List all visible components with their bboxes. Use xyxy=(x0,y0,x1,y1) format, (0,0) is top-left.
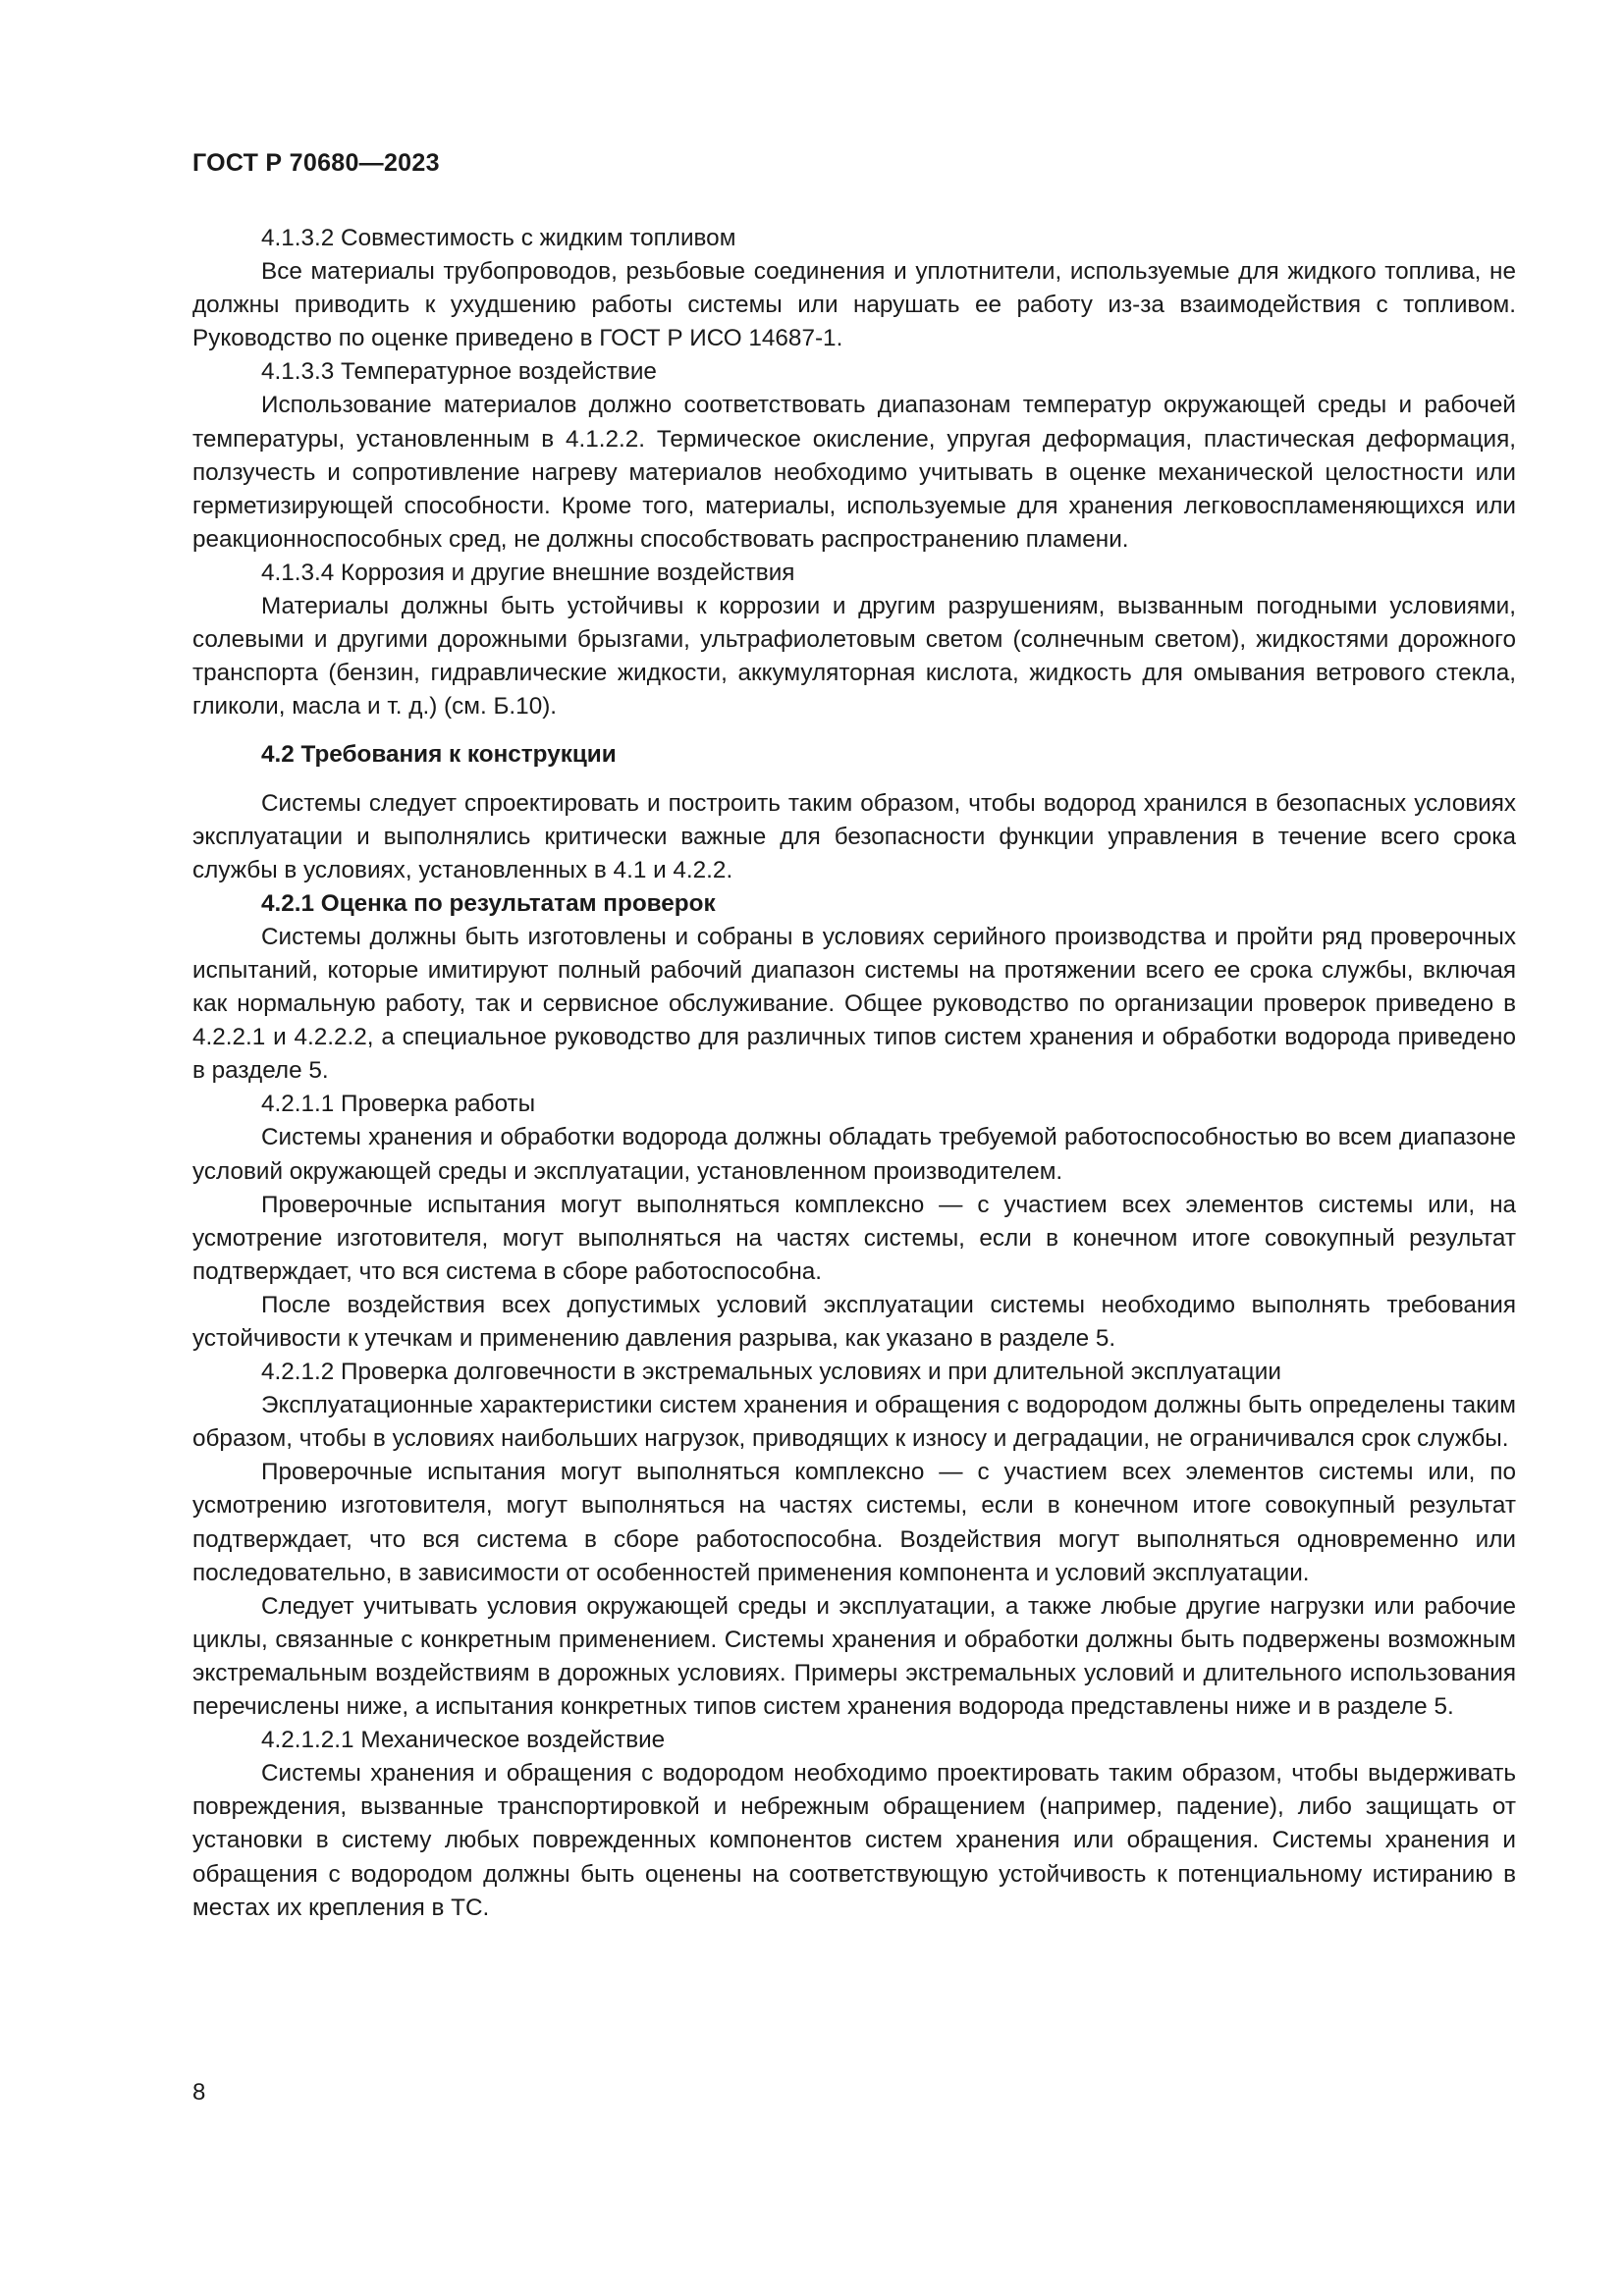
body-paragraph: После воздействия всех допустимых условий эксплуатации системы необходимо выполнять требования устойчивости к утечкам и применению давления разрыва, как указано в разделе 5. xyxy=(192,1291,1516,1352)
clause-4-1-3-4-title: 4.1.3.4 Коррозия и другие внешние воздействия xyxy=(261,559,795,586)
clause-4-2-1-2-title: 4.2.1.2 Проверка долговечности в экстремальных условиях и при длительной эксплуатации xyxy=(261,1359,1281,1386)
page-number: 8 xyxy=(192,2079,206,2106)
subsection-heading-4-2-1: 4.2.1 Оценка по результатам проверок xyxy=(261,889,716,917)
clause-4-1-3-3-title: 4.1.3.3 Температурное воздействие xyxy=(261,358,657,386)
body-paragraph: Все материалы трубопроводов, резьбовые соединения и уплотнители, используемые для жидкого топлива, не должны приводить к ухудшению работы системы или нарушать ее работу из-за взаимодействия с топливом. Руководство по оценке приведено в ГОСТ Р ИСО 14687-1. xyxy=(192,258,1516,352)
body-paragraph: Системы должны быть изготовлены и собраны в условиях серийного производства и пройти ряд проверочных испытаний, которые имитируют полный рабочий диапазон системы на протяжении всего ее срока службы, включая как нормальную работу, так и сервисное обслуживание. Общее руководство по организации проверок приведено в 4.2.2.1 и 4.2.2.2, а специальное руководство для различных типов систем хранения и обработки водорода приведено в разделе 5. xyxy=(192,923,1516,1085)
clause-4-2-1-1-title: 4.2.1.1 Проверка работы xyxy=(261,1091,536,1118)
clause-4-1-3-2-title: 4.1.3.2 Совместимость с жидким топливом xyxy=(261,225,736,251)
clause-4-2-1-2-1-title: 4.2.1.2.1 Механическое воздействие xyxy=(261,1727,666,1754)
body-paragraph: Проверочные испытания могут выполняться комплексно — с участием всех элементов системы или, по усмотрению изготовителя, могут выполняться на частях системы, если в конечном итоге совокупный результат подтверждает, что вся система в сборе работоспособна. Воздействия могут выполняться одновременно или последовательно, в зависимости от особенностей применения компонента и условий эксплуатации. xyxy=(192,1459,1516,1586)
body-paragraph: Проверочные испытания могут выполняться комплексно — с участием всех элементов системы или, на усмотрение изготовителя, могут выполняться на частях системы, если в конечном итоге совокупный результат подтверждает, что вся система в сборе работоспособна. xyxy=(192,1191,1516,1285)
body-paragraph: Использование материалов должно соответствовать диапазонам температур окружающей среды и рабочей температуры, установленным в 4.1.2.2. Термическое окисление, упругая деформация, пластическая деформация, ползучесть и сопротивление нагреву материалов необходимо учитывать в оценке механической целостности или герметизирующей способности. Кроме того, материалы, используемые для хранения легковоспламеняющихся или реакционноспособных сред, не должны способствовать распространению пламени. xyxy=(192,392,1516,553)
section-heading-4-2: 4.2 Требования к конструкции xyxy=(261,741,617,769)
body-paragraph: Материалы должны быть устойчивы к коррозии и другим разрушениям, вызванным погодными условиями, солевыми и другими дорожными брызгами, ультрафиолетовым светом (солнечным светом), жидкостями дорожного транспорта (бензин, гидравлические жидкости, аккумуляторная кислота, жидкость для омывания ветрового стекла, гликоли, масла и т. д.) (см. Б.10). xyxy=(192,593,1516,721)
document-header: ГОСТ Р 70680—2023 xyxy=(192,149,440,177)
body-paragraph: Системы хранения и обращения с водородом необходимо проектировать таким образом, чтобы выдерживать повреждения, вызванные транспортировкой и небрежным обращением (например, падение), либо защищать от установки в систему любых поврежденных компонентов систем хранения или обращения. Системы хранения и обращения с водородом должны быть оценены на соответствующую устойчивость к потенциальному истиранию в местах их крепления в ТС. xyxy=(192,1760,1516,1921)
body-paragraph: Системы следует спроектировать и построить таким образом, чтобы водород хранился в безопасных условиях эксплуатации и выполнялись критически важные для безопасности функции управления в течение всего срока службы в условиях, установленных в 4.1 и 4.2.2. xyxy=(192,789,1516,883)
document-body xyxy=(192,222,1516,1925)
body-paragraph: Системы хранения и обработки водорода должны обладать требуемой работоспособностью во всем диапазоне условий окружающей среды и эксплуатации, установленном производителем. xyxy=(192,1124,1516,1185)
body-paragraph: Эксплуатационные характеристики систем хранения и обращения с водородом должны быть определены таким образом, чтобы в условиях наибольших нагрузок, приводящих к износу и деградации, не ограничивался срок службы. xyxy=(192,1392,1516,1453)
body-paragraph: Следует учитывать условия окружающей среды и эксплуатации, а также любые другие нагрузки или рабочие циклы, связанные с конкретным применением. Системы хранения и обработки должны быть подвержены возможным экстремальным воздействиям в дорожных условиях. Примеры экстремальных условий и длительного использования перечислены ниже, а испытания конкретных типов систем хранения водорода представлены ниже и в разделе 5. xyxy=(192,1592,1516,1721)
